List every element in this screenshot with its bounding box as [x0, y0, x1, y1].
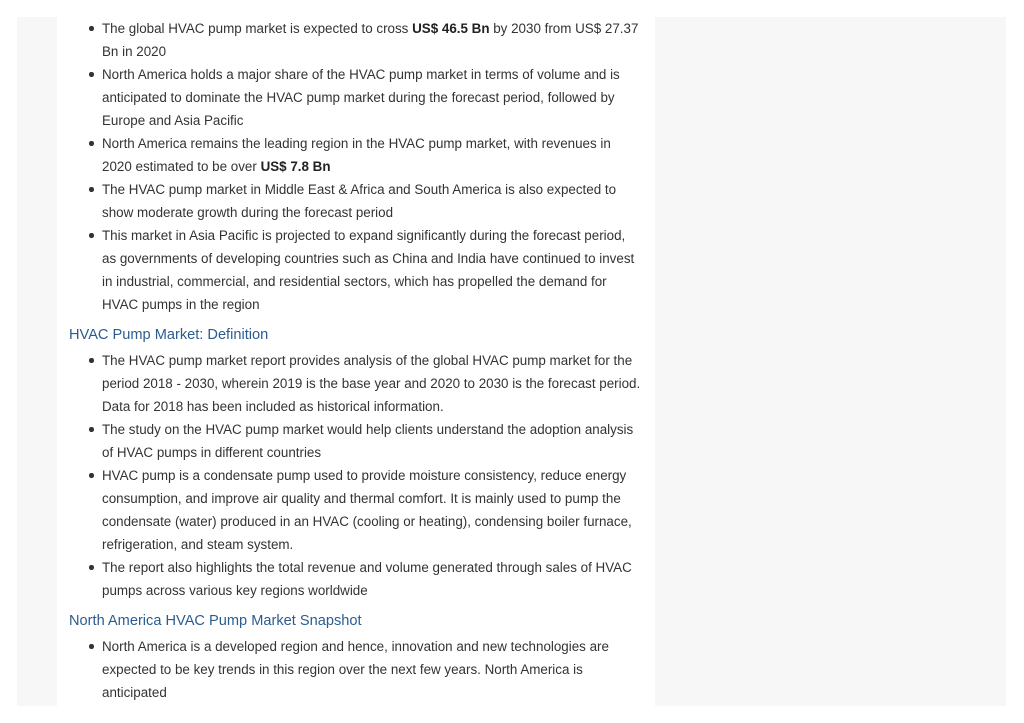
list-item: The HVAC pump market report provides analysis of the global HVAC pump market for the period 2018 - 2030, wherein 2019 is the base year and 2020 to 2030 is the forecast period. Data for 2018 has been included as historical information. — [57, 349, 655, 418]
list-item: The study on the HVAC pump market would help clients understand the adoption analysis of HVAC pumps in different countries — [57, 418, 655, 464]
list-item: North America remains the leading region in the HVAC pump market, with revenues in 2020 estimated to be over US$ 7.8 Bn — [57, 132, 655, 178]
list-item: North America holds a major share of the HVAC pump market in terms of volume and is anticipated to dominate the HVAC pump market during the forecast period, followed by Europe and Asia Pacific — [57, 63, 655, 132]
list-item: The report also highlights the total revenue and volume generated through sales of HVAC pumps across various key regions worldwide — [57, 556, 655, 602]
section-heading-definition: HVAC Pump Market: Definition — [69, 327, 269, 343]
section-heading-north-america: North America HVAC Pump Market Snapshot — [69, 613, 362, 629]
highlight-value: US$ 7.8 Bn — [260, 159, 331, 174]
north-america-list — [57, 635, 655, 704]
definition-list — [57, 349, 655, 602]
list-item: This market in Asia Pacific is projected to expand significantly during the forecast period, as governments of developing countries such as China and India have continued to invest in industrial, commercial, and residential sectors, which has propelled the demand for HVAC pumps in the region — [57, 224, 655, 316]
right-sidebar — [655, 17, 1006, 706]
highlight-value: US$ 46.5 Bn — [412, 21, 490, 36]
market-highlights-list — [57, 17, 655, 316]
list-item: HVAC pump is a condensate pump used to provide moisture consistency, reduce energy consumption, and improve air quality and thermal comfort. It is mainly used to pump the condensate (water) produced in an HVAC (cooling or heating), condensing boiler furnace, refrigeration, and steam system. — [57, 464, 655, 556]
list-item: The global HVAC pump market is expected to cross US$ 46.5 Bn by 2030 from US$ 27.37 Bn in 2020 — [57, 17, 655, 63]
left-gutter — [17, 17, 57, 706]
list-item: The HVAC pump market in Middle East & Africa and South America is also expected to show moderate growth during the forecast period — [57, 178, 655, 224]
list-item: North America is a developed region and hence, innovation and new technologies are expected to be key trends in this region over the next few years. North America is anticipated — [57, 635, 655, 704]
article-content — [57, 17, 655, 706]
